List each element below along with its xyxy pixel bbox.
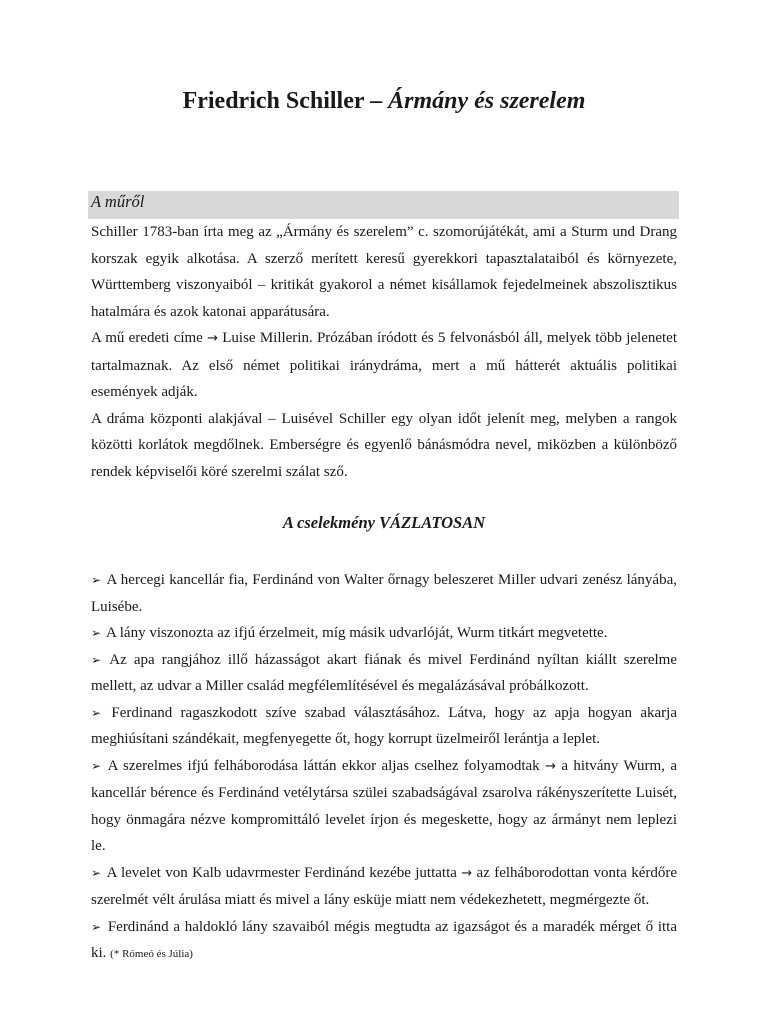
plot-item-text: A hercegi kancellár fia, Ferdinánd von Walter őrnagy beleszeret Miller udvari zenész lányába, Luisébe.: [91, 572, 677, 615]
plot-item: [91, 647, 677, 700]
plot-item-text: Az apa rangjához illő házasságot akart fiának és mivel Ferdinánd nyíltan kiállt szerelme mellett, az udvar a Miller család megfélemlítésével és megalázásával próbálkozott.: [91, 651, 677, 694]
plot-item-text: A lány viszonozta az ifjú érzelmeit, míg másik udvarlóját, Wurm titkárt megvetette.: [106, 625, 608, 641]
plot-item-text: A szerelmes ifjú felháborodása láttán ekkor aljas cselhez folyamodtak: [107, 757, 540, 774]
plot-item-text: Ferdinand ragaszkodott szíve szabad választásához. Látva, hogy az apja hogyan akarja meghiúsítani szándékait, megfenyegette őt, hogy korrupt üzelmeiről lerántja a leplet.: [91, 704, 678, 747]
plot-item-text: A levelet von Kalb udavrmester Ferdinánd kezébe juttatta: [106, 864, 457, 881]
bullet-arrow-icon: ➢: [91, 919, 102, 934]
about-paragraph-2: [91, 325, 677, 406]
bullet-arrow-icon: ➢: [91, 705, 102, 720]
section-heading-about: A műről: [91, 192, 145, 211]
plot-item-text: az felháborodottan vonta kérdőre szerelmét vélt árulása miatt és mivel a lány esküje miatt nem védekezhetett, megmérgezte őt.: [91, 864, 678, 908]
about-paragraph-2-end: Luise Millerin. Prózában íródott és 5 felvonásból áll, melyek több jelenetet tartalmaznak. Az első német politikai iránydráma, mert a mű hátterét aktuális politikai események adják.: [91, 330, 678, 400]
plot-heading: [0, 513, 768, 533]
plot-item: [91, 620, 677, 647]
plot-item: [91, 700, 677, 753]
footnote-reference: (* Rómeó és Júlia): [110, 948, 193, 960]
page-title: [0, 88, 768, 115]
arrow-right-icon: →: [461, 865, 473, 881]
title-dash: –: [364, 88, 389, 114]
about-section: [91, 219, 677, 485]
title-author: Friedrich Schiller: [182, 88, 365, 114]
about-paragraph-1: Schiller 1783-ban írta meg az „Ármány és szerelem” c. szomorújátékát, ami a Sturm und Drang korszak egyik alkotása. A szerző merített keresű gyerekkori tapasztalataiból és környezete, Württemberg viszonyaiból – kritikát gyakorol a német kisállamok fejedelmeinek abszolisztikus hatalmára és azok katonai apparátusára.: [91, 224, 677, 320]
arrow-right-icon: →: [545, 758, 556, 774]
bullet-arrow-icon: ➢: [91, 865, 102, 880]
plot-item-text: a hitvány Wurm, a kancellár bérence és Ferdinánd vetélytársa szülei szabadságával zsarolva rákényszerítette Luisét, hogy önmagára nézve kompromittáló levelet írjon és megeskette, hogy az ármányt nem leplezi le.: [91, 757, 678, 854]
plot-item: [91, 753, 677, 860]
bullet-arrow-icon: ➢: [91, 573, 102, 587]
section-heading-bar: [88, 191, 679, 219]
title-work: Ármány és szerelem: [388, 88, 586, 114]
plot-list: [91, 567, 677, 968]
plot-item: [91, 860, 677, 914]
about-paragraph-2-start: A mű eredeti címe: [91, 330, 203, 346]
arrow-right-icon: →: [207, 331, 218, 346]
plot-item: [91, 914, 677, 968]
plot-item: [91, 567, 677, 620]
bullet-arrow-icon: ➢: [91, 626, 102, 640]
bullet-arrow-icon: ➢: [91, 758, 102, 773]
plot-item-text: Ferdinánd a haldokló lány szavaiból mégis megtudta az igazságot és a maradék mérget ő itta ki.: [91, 918, 678, 961]
plot-heading-bold: A cselekmény: [282, 513, 375, 532]
about-paragraph-3: A dráma központi alakjával – Luisével Schiller egy olyan időt jelenít meg, melyben a rangok közötti korlátok megdőlnek. Emberségre és egyenlő bánásmódra nevel, miközben a különböző rendek képviselői köré szerelmi szálat sző.: [91, 410, 677, 480]
plot-heading-rest: VÁZLATOSAN: [379, 513, 486, 532]
bullet-arrow-icon: ➢: [91, 652, 102, 667]
